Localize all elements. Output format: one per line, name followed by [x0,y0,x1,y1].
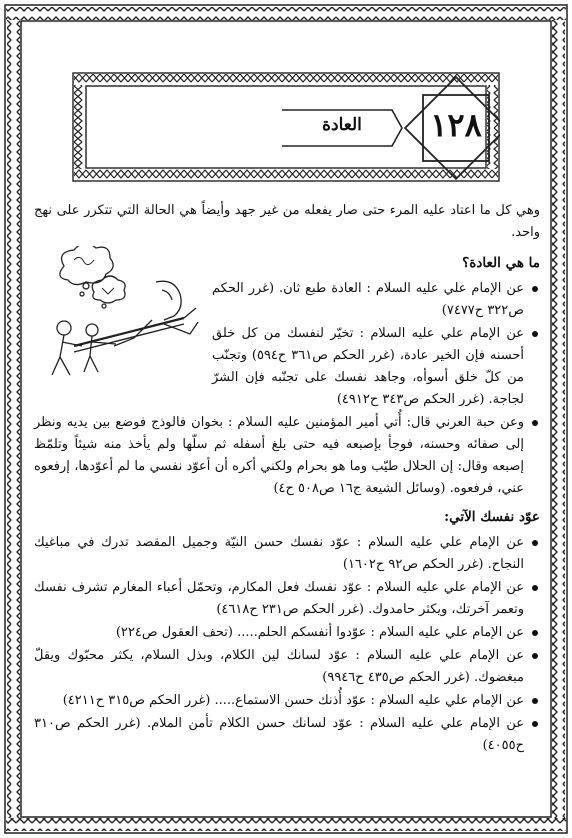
page-content [34,200,540,758]
list-item: عن الإمام علي عليه السلام : العادة طبع ثان. (غرر الحكم ص٣٢٢ ح٧٤٧٧) [34,278,540,322]
chapter-title: العادة [322,115,362,135]
list-item: وعن حبة العرني قال: أُتي أمير المؤمنين عليه السلام : بخوان فالوذج فوضع بين يديه ونظر إلى صفائه وحسنه، فوجأ بإصبعه فيه حتى بلغ أسفله ثم سلّها ولم يأخذ منه شيئاً وتلمّظ إصبعه وقال: إن الحلال طيّب وما هو بحرام ولكني أكره أن أعوّد نفسي ما لم أعوّدها، إرفعوه عني، فرفعوه. (وسائل الشيعة ج١٦ ص٥٠٨ ح٤) [34,412,540,500]
list-item: عن الإمام علي عليه السلام : عوّد نفسك حسن النيّة وجميل المقصد تدرك في مباغيك النجاح. (غرر الحكم ص٩٢ ح١٦٠٢) [34,532,540,576]
list-item: عن الإمام علي عليه السلام : عوّد لسانك لين الكلام، وبذل السلام، يكثر محبّوك ويقلّ مبغضوك. (غرر الحكم ص٤٣٥ ح٩٩٤٦) [34,645,540,689]
section-heading-what-is-habit: ما هي العادة؟ [462,255,540,271]
list-item: عن الإمام علي عليه السلام : عوّدوا أنفسكم الحلم..... (تحف العقول ص٢٢٤) [34,622,540,644]
chapter-number: ١٢٨ [430,106,482,144]
habit-definitions-list [34,278,540,500]
intro-paragraph: وهي كل ما اعتاد عليه المرء حتى صار يفعله من غير جهد وأيضاً هي الحالة التي تتكرر على نهج واحد. [34,203,540,240]
section-heading-habituate-yourself: عوّد نفسك الآتي: [444,509,540,525]
list-item: عن الإمام علي عليه السلام : عوّد أُذنك حسن الاستماع..... (غرر الحكم ص٣١٥ ح٤٢١١) [34,690,540,712]
list-item: عن الإمام علي عليه السلام : تخيّر لنفسك من كل خلق أحسنه فإن الخير عادة، (غرر الحكم ص٣٦١ ح٥٩٤) وتجنّب من كلّ خلق أسوأه، وجاهد نفسك على تجنّبه فإن الشرّ لجاجة. (غرر الحكم ص٣٤٣ ح٤٩١٢) [34,323,540,411]
habituate-list [34,532,540,757]
list-item: عن الإمام علي عليه السلام : عوّد لسانك حسن الكلام تأمن الملام. (غرر الحكم ص٣١٠ ح٤٠٥٥) [34,713,540,757]
list-item: عن الإمام علي عليه السلام : عوّد نفسك فعل المكارم، وتحمّل أعباء المغارم تشرف نفسك وتعمر آخرتك، ويكثر حامدوك. (غرر الحكم ص٢٣١ ح٤٦١٨) [34,577,540,621]
